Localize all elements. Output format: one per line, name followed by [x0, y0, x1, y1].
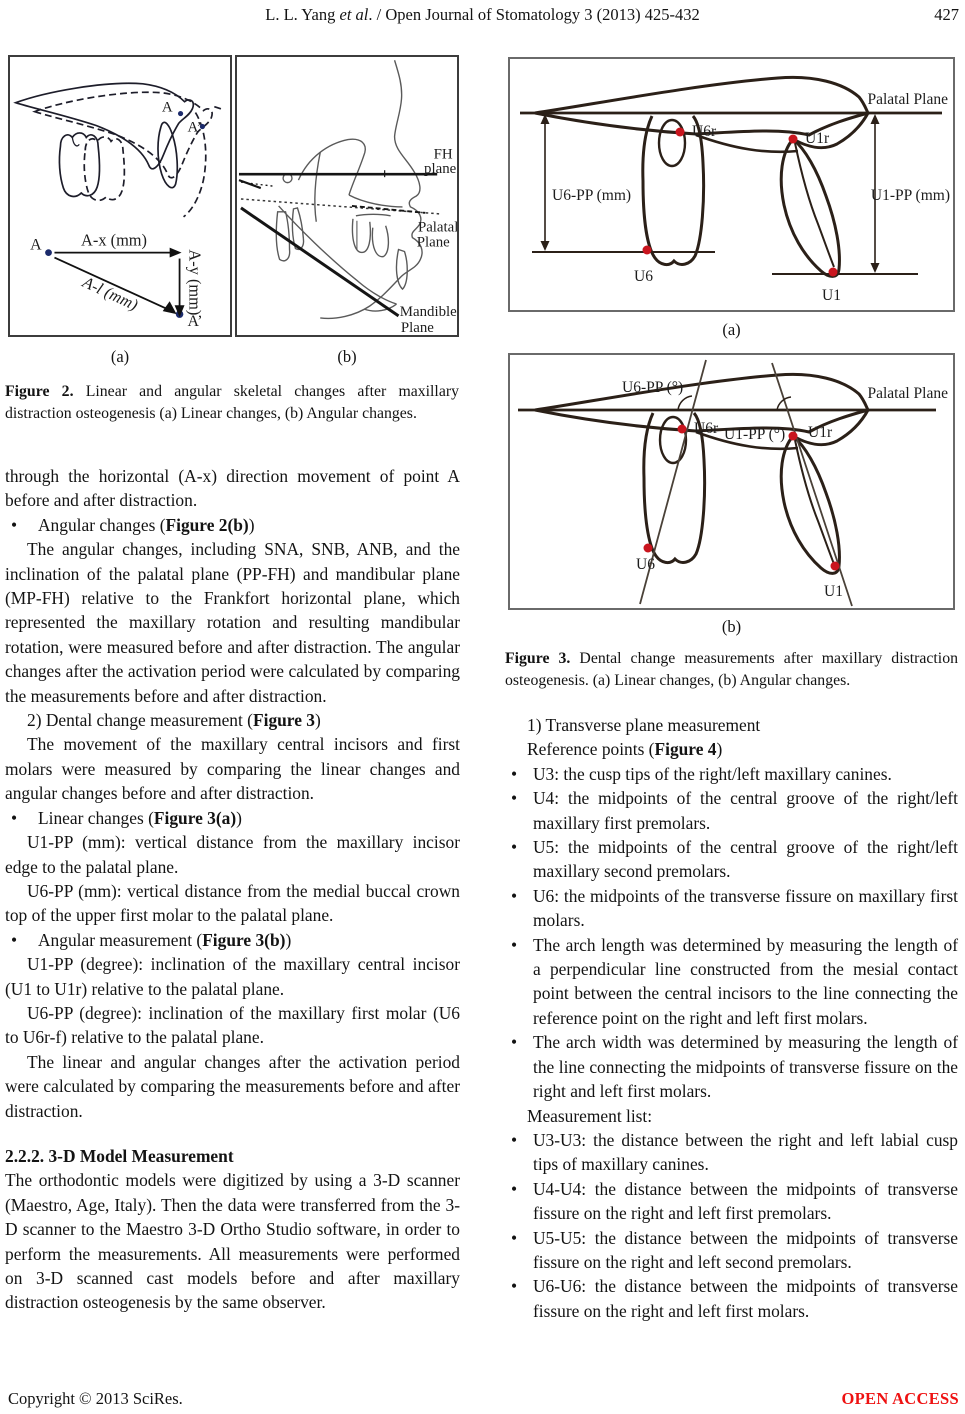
ax-arrowhead: [170, 248, 182, 258]
occlusal-curve: [356, 214, 391, 215]
bullet-text: U3-U3: the distance between the right and left labial cusp tips of maxillary canines.: [533, 1129, 958, 1175]
open-access-badge: OPEN ACCESS: [841, 1389, 959, 1408]
u1r-dot: [789, 135, 798, 144]
bullet-text: The arch length was determined by measuring the length of a perpendicular line constructed from the mesial contact point between the central incisors to the line connecting the reference point on the right and left first molars.: [533, 934, 958, 1028]
ax-label: A-x (mm): [81, 230, 148, 250]
bullet-item: [5, 928, 460, 952]
zygoma-outline: [298, 139, 365, 195]
molar2: [372, 226, 388, 257]
mandible-plane-label-2: Plane: [400, 319, 434, 335]
right-column: [505, 713, 958, 1323]
paragraph: Measurement list:: [527, 1105, 653, 1126]
bullet-text: Linear changes (Figure 3(a)): [38, 807, 242, 828]
bullet-text: Angular measurement (Figure 3(b)): [38, 929, 292, 950]
page-number: 427: [934, 5, 959, 24]
bullet-icon: •: [11, 929, 18, 950]
paragraph: Reference points (Figure 4): [527, 739, 723, 760]
triangle-a-dot: [45, 249, 52, 256]
u1-dot: [829, 268, 838, 277]
bullet-item: [505, 884, 958, 933]
u1pp-arrowhead-top: [871, 114, 880, 124]
bullet-item: [5, 806, 460, 830]
u1pp-deg-label: U1-PP (°): [724, 426, 786, 443]
paragraph: 2) Dental change measurement (Figure 3): [27, 710, 321, 731]
bullet-item: [505, 786, 958, 835]
figure2-caption: Figure 2. Linear and angular skeletal changes after maxillary distraction osteogenesis (a) Linear changes, (b) Angular changes.: [5, 383, 459, 422]
paragraph: 1) Transverse plane measurement: [527, 715, 761, 735]
paragraph: The orthodontic models were digitized by using a 3-D scanner (Maestro, Age, Italy). Then the data were transferred from the 3-D scanner to the Maestro 3-D Ortho Studio software, in order to perform the measurements. All measurements were performed on 3-D scanned cast models before and after maxillary distraction osteogenesis by the same observer.: [5, 1170, 460, 1313]
u1r-dot: [789, 432, 798, 441]
al-label: A-l (mm): [79, 272, 142, 315]
paragraph: U6-PP (degree): inclination of the maxillary first molar (U6 to U6r-f) relative to the palatal plane.: [5, 1002, 460, 1048]
left-column: [5, 464, 460, 1315]
fh-plane-label-2: plane: [424, 161, 457, 178]
bullet-item: [505, 835, 958, 884]
bullet-item: [505, 1274, 958, 1323]
bullet-item: [505, 1226, 958, 1275]
figure3-caption: Figure 3. Dental change measurements after maxillary distraction osteogenesis. (a) Linear changes, (b) Angular changes.: [505, 650, 958, 689]
u6-label: U6: [636, 556, 655, 573]
u1pp-angle-arc: [777, 397, 791, 410]
ay-label: A-y (mm): [185, 249, 205, 316]
bullet-icon: •: [511, 788, 518, 809]
figure2-sublabel-a: (a): [110, 347, 130, 366]
molar-root-loop: [660, 417, 686, 463]
bullet-item: [505, 1128, 958, 1177]
fh-plane-label-1: FH: [433, 146, 453, 163]
bullet-icon: •: [511, 1227, 518, 1248]
u6pp-mm-label: U6-PP (mm): [552, 187, 632, 204]
u6pp-deg-label: U6-PP (°): [622, 379, 684, 396]
bullet-icon: •: [511, 1032, 518, 1053]
molar-inner-notch: [72, 137, 79, 146]
bullet-item: [505, 1177, 958, 1226]
bullet-text: U6-U6: the distance between the midpoints of transverse fissure on the right and left first molars.: [533, 1276, 958, 1321]
u6r-dot: [676, 128, 685, 137]
paragraph: U1-PP (mm): vertical distance from the maxillary incisor edge to the palatal plane.: [5, 832, 460, 877]
paragraph: U1-PP (degree): inclination of the maxillary central incisor (U1 to U1r) relative to the palatal plane.: [5, 954, 460, 999]
dash-fragment: [214, 107, 223, 110]
u1r-label: U1r: [808, 424, 833, 441]
lower-incisor: [396, 250, 407, 290]
bullet-text: U5: the midpoints of the central groove of the right/left maxillary second premolars.: [533, 837, 958, 882]
copyright-notice: Copyright © 2013 SciRes.: [8, 1389, 183, 1408]
figure2-panel-b: [235, 55, 459, 337]
mandible-plane-line: [241, 208, 399, 316]
triangle-a-label: A: [30, 236, 42, 254]
point-a-prime-label: A’: [187, 119, 202, 136]
bullet-icon: •: [511, 885, 518, 906]
u6-dot: [643, 246, 652, 255]
palatal-plane-label: Palatal Plane: [867, 385, 948, 402]
bullet-icon: •: [511, 763, 518, 784]
bullet-icon: •: [511, 837, 518, 858]
bullet-item: [505, 1030, 958, 1103]
bullet-text: U4-U4: the distance between the midpoints of transverse fissure on the right and left first premolars.: [533, 1178, 958, 1224]
figure2-panel-a-drawing: [10, 57, 230, 335]
u6r-label: U6r: [694, 420, 719, 437]
molar1: [352, 219, 370, 253]
bullet-text: Angular changes (Figure 2(b)): [38, 514, 255, 535]
u1r-label: U1r: [805, 130, 830, 147]
triangle-a-prime-label: A’: [187, 313, 203, 331]
u1-dot: [831, 562, 840, 571]
u1-label: U1: [822, 287, 841, 304]
paragraph: through the horizontal (A-x) direction movement of point A before and after distraction.: [5, 466, 460, 511]
running-head: L. L. Yang et al. / Open Journal of Stomatology 3 (2013) 425-432: [265, 5, 700, 24]
point-a-label: A: [161, 99, 173, 116]
palatal-plane-label: Palatal Plane: [867, 91, 948, 108]
bullet-icon: •: [511, 934, 518, 955]
molar-outline-after: [84, 137, 124, 200]
figure2: [8, 55, 459, 337]
bullet-icon: •: [11, 514, 18, 535]
bullet-item: [505, 933, 958, 1031]
paragraph: The movement of the maxillary central incisors and first molars were measured by comparing the linear changes and angular changes before and after distraction.: [5, 734, 460, 804]
point-a-dot: [178, 111, 183, 116]
bullet-item: [5, 513, 460, 537]
molar-outline-before: [59, 133, 99, 196]
u6pp-arrowhead-bottom: [541, 241, 550, 251]
u1pp-arrowhead-bottom: [871, 263, 880, 273]
bullet-icon: •: [511, 1276, 518, 1297]
bullet-item: [505, 762, 958, 786]
u6r-label: U6r: [692, 123, 717, 140]
section-heading: 2.2.2. 3-D Model Measurement: [5, 1145, 234, 1166]
paragraph: The linear and angular changes after the activation period were calculated by comparing the measurements before and after distraction.: [5, 1051, 460, 1121]
bullet-icon: •: [511, 1178, 518, 1199]
u6r-dot: [678, 425, 687, 434]
bullet-icon: •: [511, 1129, 518, 1150]
figure3-panel-b-drawing: [510, 355, 953, 608]
palatal-plane-label-2: Plane: [416, 234, 450, 251]
figure3-panel-a-drawing: [510, 59, 953, 310]
u6pp-angle-arc: [678, 396, 692, 410]
mandible-plane-label-1: Mandible: [399, 303, 457, 320]
u1pp-mm-label: U1-PP (mm): [870, 187, 950, 204]
figure2-panel-a: [8, 55, 232, 337]
bullet-text: U5-U5: the distance between the midpoints of transverse fissure on the right and left second premolars.: [533, 1227, 958, 1272]
molar-root-loop: [659, 120, 685, 166]
maxilla-anterior: [349, 195, 403, 207]
figure3-panel-b: [508, 353, 955, 610]
figure3-panel-a: [508, 57, 955, 312]
paragraph: U6-PP (mm): vertical distance from the medial buccal crown top of the upper first molar to the palatal plane.: [5, 880, 460, 926]
bullet-icon: •: [11, 807, 18, 828]
palatal-plane-label-1: Palatal: [417, 219, 457, 236]
u6-label: U6: [634, 268, 653, 285]
figure2-panel-b-drawing: [237, 57, 457, 335]
bullet-text: U4: the midpoints of the central groove of the right/left maxillary first premolars.: [533, 788, 958, 833]
u1-label: U1: [824, 583, 843, 600]
figure3-sublabel-a: (a): [722, 320, 741, 339]
bullet-text: U3: the cusp tips of the right/left maxillary canines.: [533, 763, 892, 784]
u6-dot: [644, 544, 653, 553]
bullet-text: The arch width was determined by measuring the length of the line connecting the midpoints of transverse fissure on the right and left first molars.: [533, 1032, 958, 1102]
figure2-sublabel-b: (b): [337, 347, 357, 366]
figure3-sublabel-b: (b): [721, 617, 742, 636]
bullet-text: U6: the midpoints of the transverse fissure on maxillary first molars.: [533, 885, 958, 931]
ramus-line: [315, 152, 320, 221]
paragraph: The angular changes, including SNA, SNB, ANB, and the inclination of the palatal plane (PP-FH) and mandibular plane (MP-FH) relative to the Frankfort horizontal plane, which represented the maxillary rotation and resulting mandibular rotation, were measured before and after distraction. The angular changes after the activation period were calculated by comparing the measurements before and after distraction.: [5, 539, 460, 706]
